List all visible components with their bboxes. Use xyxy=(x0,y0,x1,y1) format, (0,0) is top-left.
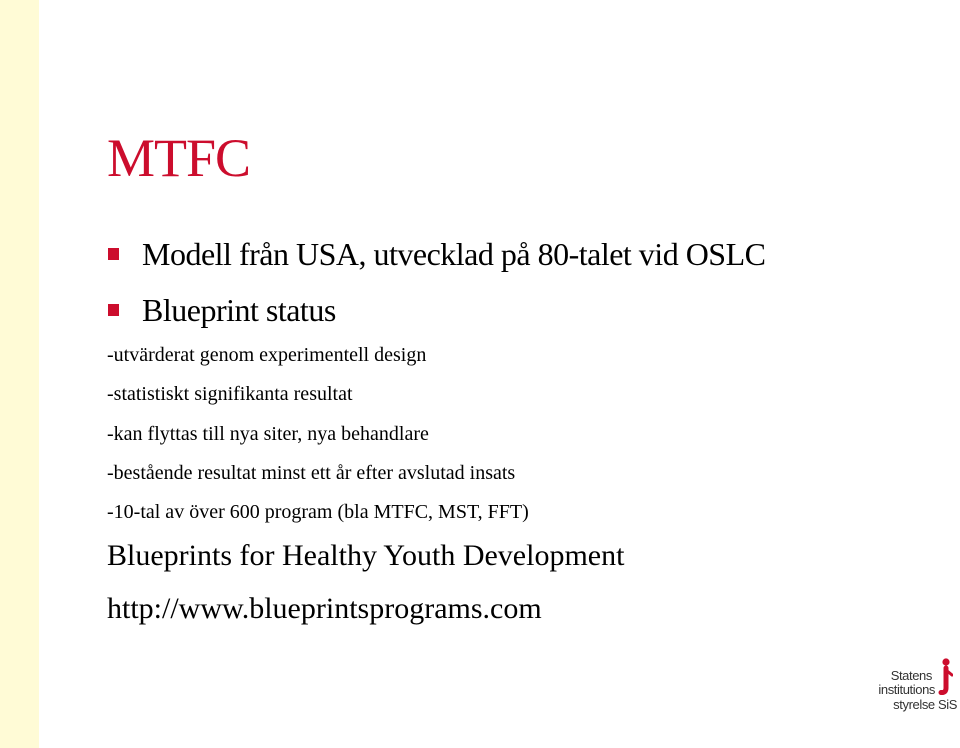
left-side-band xyxy=(0,0,39,748)
logo-text-line-1: Statens xyxy=(890,668,932,683)
sub-line-significant-results: -statistiskt signifikanta resultat xyxy=(107,383,353,405)
square-bullet-icon xyxy=(108,304,119,316)
slide-title: MTFC xyxy=(107,128,251,188)
blueprints-heading: Blueprints for Healthy Youth Development xyxy=(107,539,625,572)
bullet-text: Modell från USA, utvecklad på 80-talet vid OSLC xyxy=(142,236,766,272)
bullet-text: Blueprint status xyxy=(142,292,336,328)
sis-logo xyxy=(873,658,957,714)
sub-line-transferable: -kan flyttas till nya siter, nya behandlare xyxy=(107,423,429,445)
sub-line-experimental-design: -utvärderat genom experimentell design xyxy=(107,344,427,366)
sub-line-program-count: -10-tal av över 600 program (bla MTFC, MST, FFT) xyxy=(107,501,529,523)
bullet-item-blueprint-status xyxy=(108,290,336,330)
sis-figure-icon xyxy=(937,658,953,696)
bullet-item-origin xyxy=(108,234,765,274)
logo-text-line-2: institutions xyxy=(878,682,935,697)
logo-text-line-3: styrelse SiS xyxy=(893,697,957,712)
blueprints-url: http://www.blueprintsprograms.com xyxy=(107,592,542,625)
sub-line-lasting-results: -bestående resultat minst ett år efter avslutad insats xyxy=(107,462,516,484)
square-bullet-icon xyxy=(108,248,119,260)
